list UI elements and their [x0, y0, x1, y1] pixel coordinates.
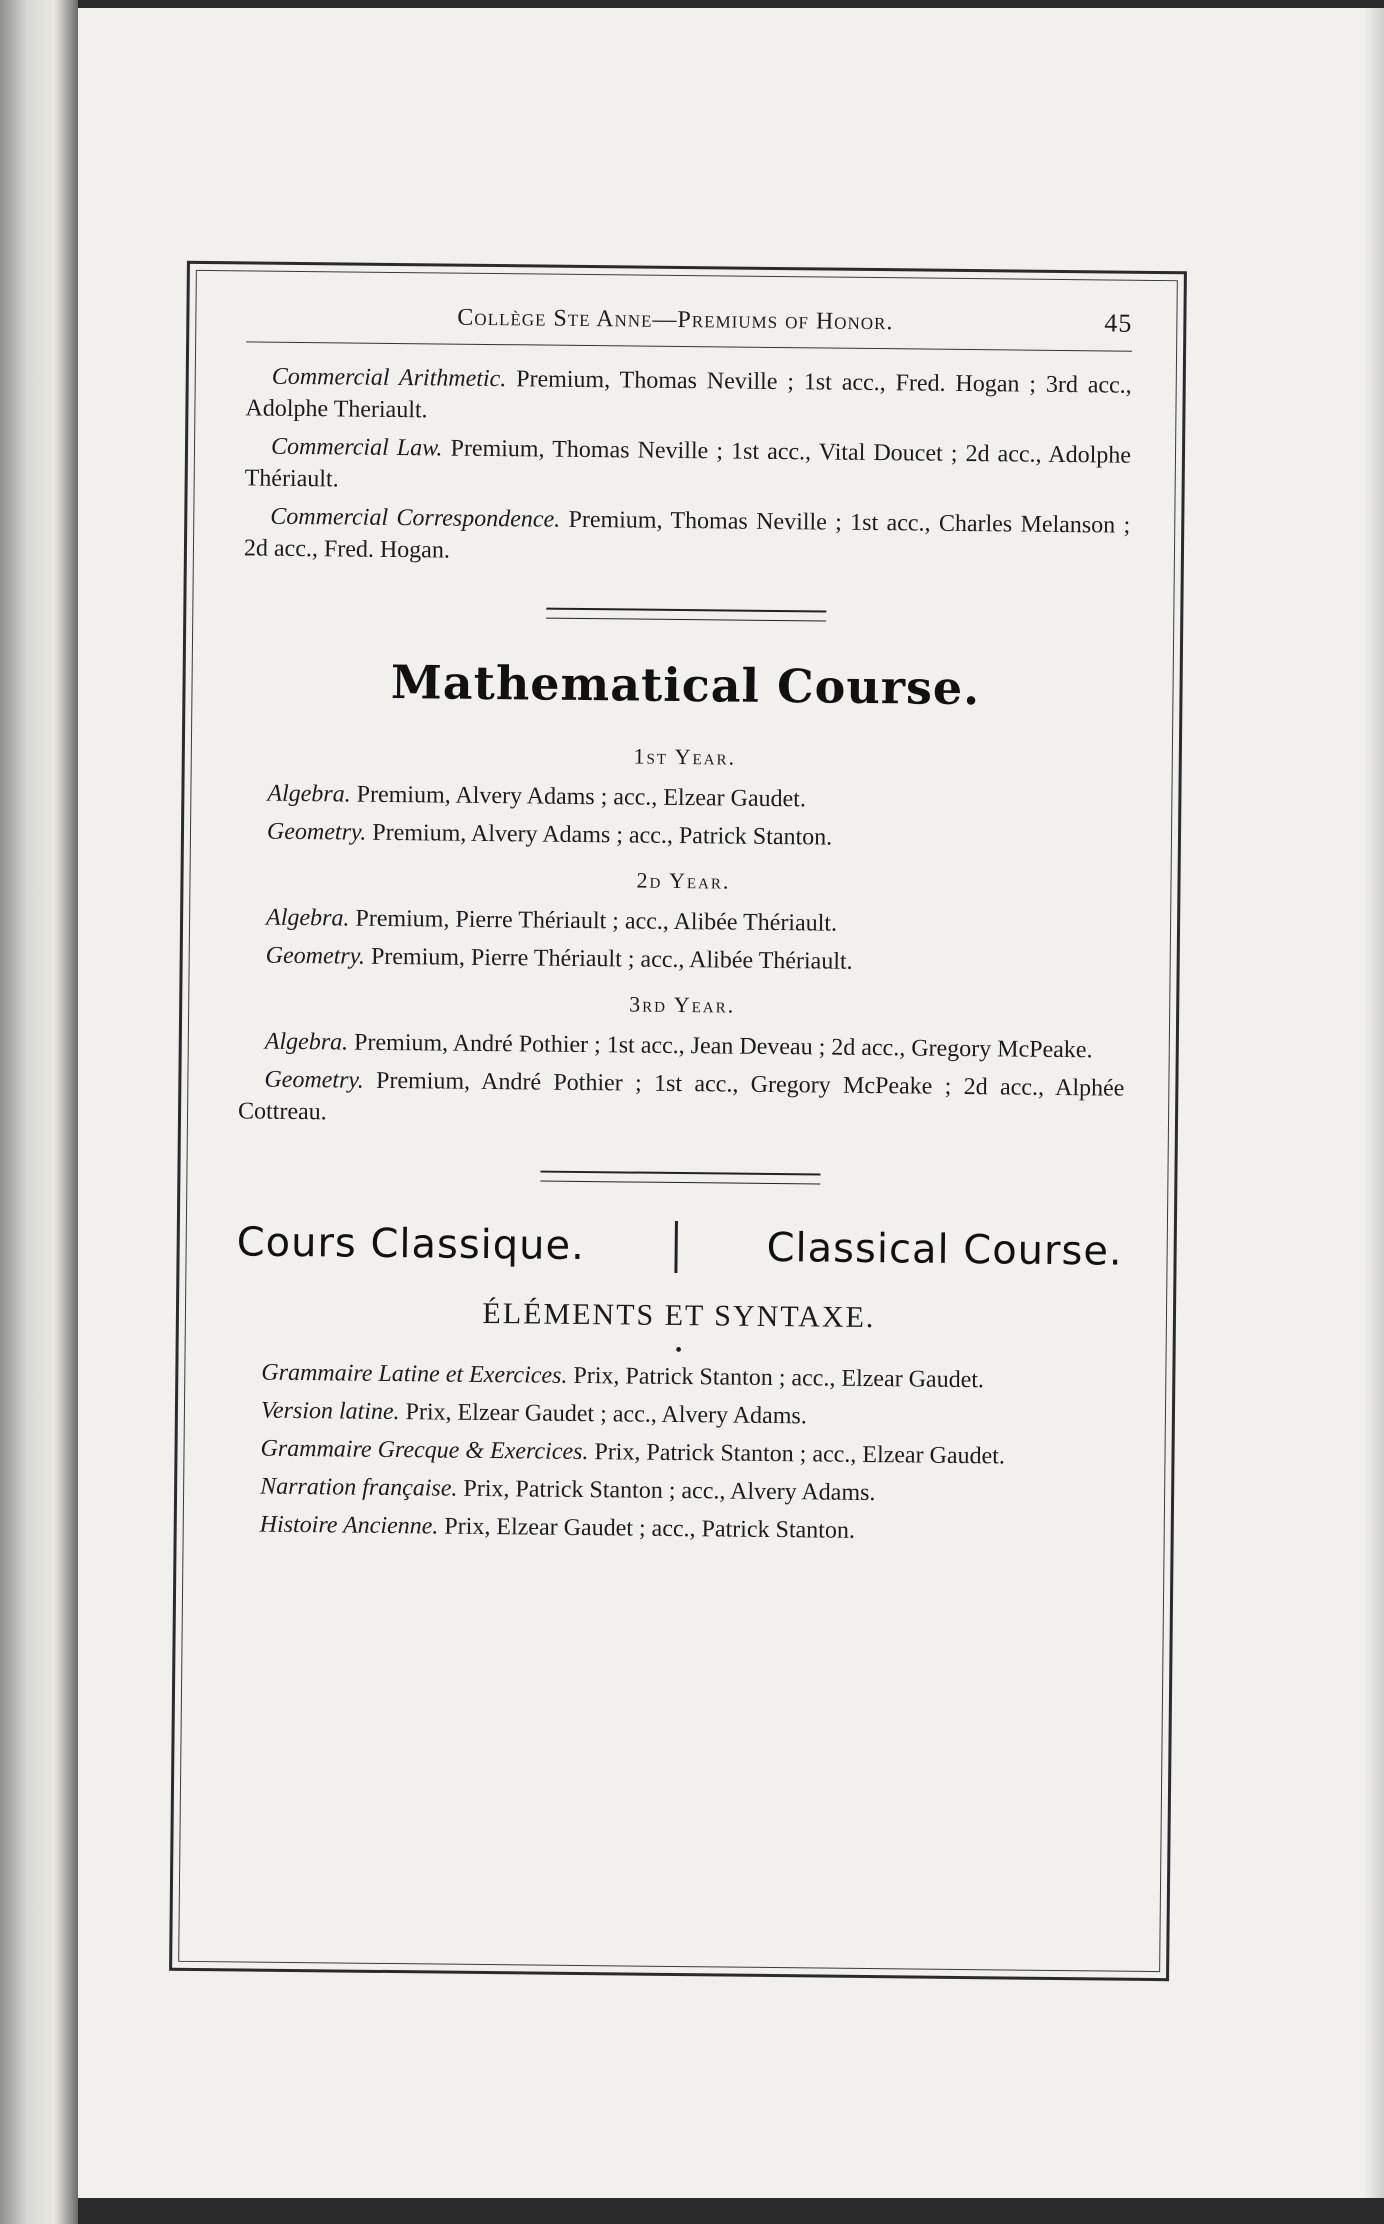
prize-entry [235, 1356, 1121, 1397]
math-year-3 [238, 987, 1125, 1136]
prize-entry [234, 1508, 1120, 1549]
prize-entry [241, 777, 1127, 818]
running-head [246, 299, 1132, 351]
heading-french: Cours Classique. [236, 1219, 586, 1270]
math-year-1 [241, 739, 1128, 856]
entry-text: Premium, Pierre Thériault ; acc., Alibée Thériault. [349, 905, 838, 937]
entry-subject: Commercial Arithmetic. [271, 363, 507, 393]
year-label: 2d Year. [636, 867, 731, 894]
math-year-2 [240, 863, 1127, 980]
entry-subject: Commercial Law. [270, 433, 443, 462]
prize-entry [234, 1432, 1120, 1473]
page-number: 45 [1104, 308, 1133, 338]
entry-text: Premium, Pierre Thériault ; acc., Alibée Thériault. [364, 943, 853, 975]
entry-text: Prix, Patrick Stanton ; acc., Elzear Gaudet. [567, 1362, 985, 1394]
entry-text: Prix, Elzear Gaudet ; acc., Patrick Stanton. [438, 1513, 856, 1544]
entry-subject: Narration française. [260, 1473, 458, 1502]
entry-text: Premium, Thomas Neville ; 1st acc., Fred. Hogan ; 3rd acc., Adolphe Theriault. [245, 366, 1132, 424]
entry-subject: Histoire Ancienne. [259, 1511, 439, 1540]
entry-subject: Algebra. [265, 904, 350, 932]
page-content [178, 270, 1178, 1972]
heading-english: Classical Course. [766, 1224, 1123, 1275]
heading-separator [674, 1221, 678, 1273]
prize-entry [240, 939, 1126, 980]
ornament-dot: • [674, 1338, 683, 1362]
entry-text: Prix, Elzear Gaudet ; acc., Alvery Adams. [399, 1399, 807, 1430]
prize-entry [239, 1025, 1125, 1066]
book-page [78, 8, 1384, 2198]
entry-text: Prix, Patrick Stanton ; acc., Elzear Gaudet. [588, 1439, 1006, 1470]
entry-subject: Grammaire Latine et Exercices. [261, 1359, 568, 1389]
entry-text: Prix, Patrick Stanton ; acc., Alvery Adams. [457, 1475, 876, 1507]
entry-text: Premium, André Pothier ; 1st acc., Jean Deveau ; 2d acc., Gregory McPeake. [347, 1029, 1093, 1064]
classical-section-heading [236, 1216, 1122, 1277]
double-rule-divider [546, 608, 826, 622]
entry-text: Premium, André Pothier ; 1st acc., Gregory McPeake ; 2d acc., Alphée Cottreau. [237, 1067, 1125, 1126]
entry-subject: Algebra. [267, 780, 351, 808]
entry-subject: Geometry. [264, 1066, 364, 1094]
entry-text: Premium, Thomas Neville ; 1st acc., Vital Doucet ; 2d acc., Adolphe Thériault. [244, 435, 1132, 493]
entry-text: Premium, Alvery Adams ; acc., Elzear Gaudet. [350, 781, 807, 813]
prize-entry [244, 500, 1131, 573]
math-section-heading: Mathematical Course. [390, 654, 981, 716]
prize-entry [245, 430, 1132, 503]
prize-entry [235, 1394, 1121, 1435]
classical-subheading: ÉLÉMENTS ET SYNTAXE. [482, 1296, 876, 1335]
entry-subject: Version latine. [260, 1397, 400, 1426]
year-label: 3rd Year. [629, 991, 736, 1018]
entry-subject: Grammaire Grecque & Exercices. [260, 1435, 589, 1466]
entry-subject: Algebra. [264, 1028, 349, 1056]
running-head-title: Collège Ste Anne—Premiums of Honor. [457, 304, 894, 336]
entry-text: Premium, Thomas Neville ; 1st acc., Charles Melanson ; 2d acc., Fred. Hogan. [243, 506, 1131, 564]
prize-entry [245, 360, 1132, 433]
entry-subject: Commercial Correspondence. [270, 503, 561, 533]
prize-entry [241, 815, 1127, 856]
entry-subject: Geometry. [265, 942, 366, 970]
prize-entry [240, 901, 1126, 942]
entry-text: Premium, Alvery Adams ; acc., Patrick Stanton. [366, 819, 833, 851]
prize-entry [238, 1063, 1125, 1136]
classical-entries [234, 1356, 1122, 1549]
entry-subject: Geometry. [266, 818, 367, 846]
commercial-entries [244, 360, 1132, 573]
page-edge-shadow [1364, 8, 1384, 2198]
page-border-frame [169, 261, 1187, 1981]
previous-page-edge [0, 0, 78, 2224]
double-rule-divider [540, 1171, 820, 1185]
prize-entry [234, 1470, 1120, 1511]
year-label: 1st Year. [633, 743, 737, 770]
